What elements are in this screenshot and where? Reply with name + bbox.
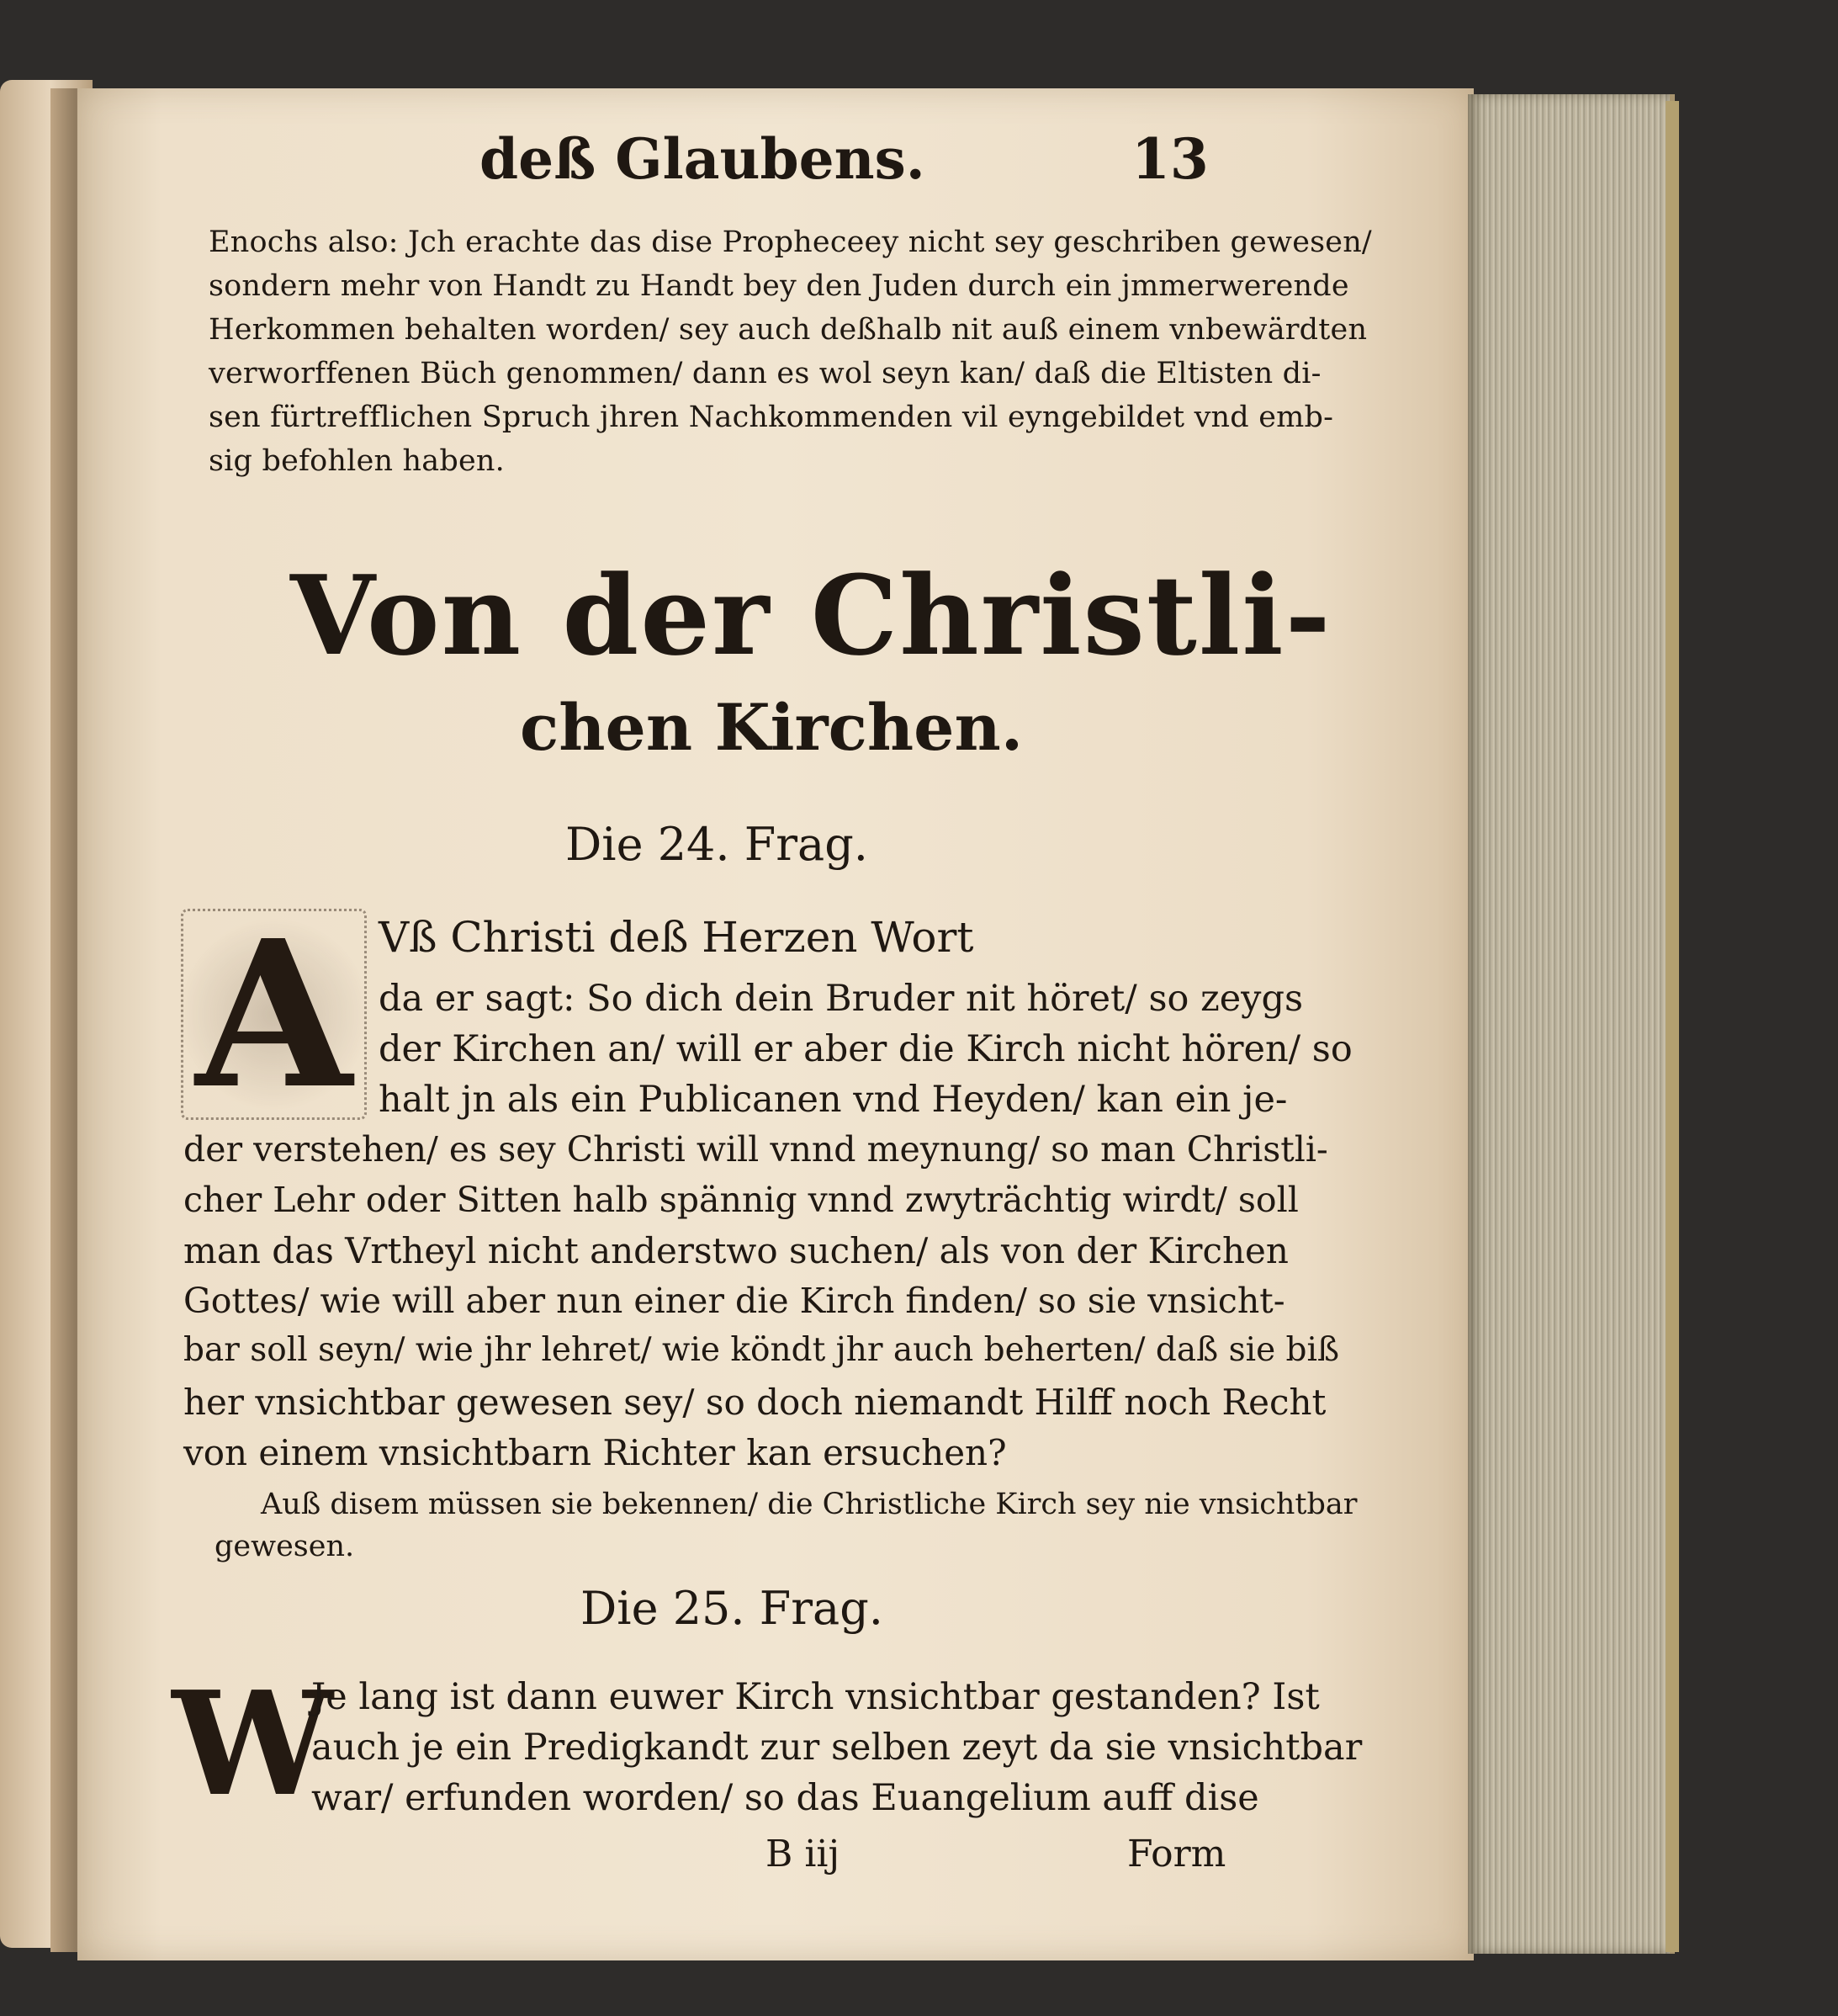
page-edges — [1468, 94, 1675, 1954]
question-24-heading: Die 24. Frag. — [565, 818, 868, 871]
intro-line: verworffenen Büch genommen/ dann es wol seyn kan/ daß die Eltisten di- — [209, 357, 1322, 390]
question-25-line: Je lang ist dann euwer Kirch vnsichtbar gestanden? Ist — [311, 1676, 1320, 1718]
question-24-line: Vß Christi deß Herzen Wort — [379, 913, 974, 962]
initial-w: W — [172, 1659, 333, 1828]
signature-mark: B iij — [765, 1833, 840, 1875]
question-25-heading: Die 25. Frag. — [580, 1582, 883, 1635]
question-24-line: her vnsichtbar gewesen sey/ so doch niemandt Hilff noch Recht — [183, 1382, 1327, 1423]
question-24-line: man das Vrtheyl nicht anderstwo suchen/ als von der Kirchen — [183, 1230, 1289, 1271]
intro-line: sig befohlen haben. — [209, 444, 505, 478]
question-24-note: Auß disem müssen sie bekennen/ die Christliche Kirch sey nie vnsichtbar — [261, 1488, 1358, 1521]
question-24-line: halt jn als ein Publicanen vnd Heyden/ kan ein je- — [379, 1079, 1288, 1121]
section-title-line1: Von der Christli- — [290, 551, 1332, 680]
intro-line: Herkommen behalten worden/ sey auch deßhalb nit auß einem vnbewärdten — [209, 313, 1368, 347]
decorated-initial-a: A — [181, 909, 367, 1120]
question-24-line: da er sagt: So dich dein Bruder nit höret/ so zeygs — [379, 978, 1304, 1020]
question-24-note: gewesen. — [215, 1530, 355, 1563]
question-24-line: von einem vnsichtbarn Richter kan ersuchen? — [183, 1432, 1007, 1473]
question-24-line: der verstehen/ es sey Christi will vnnd meynung/ so man Christli- — [183, 1129, 1328, 1170]
intro-line: sondern mehr von Handt zu Handt bey den Juden durch ein jmmerwerende — [209, 269, 1349, 303]
page-number: 13 — [1131, 126, 1209, 192]
question-24-line: bar soll seyn/ wie jhr lehret/ wie köndt jhr auch beherten/ daß sie biß — [183, 1331, 1340, 1369]
question-24-line: der Kirchen an/ will er aber die Kirch nicht hören/ so — [379, 1028, 1353, 1070]
book-cover-board — [1666, 101, 1679, 1952]
intro-line: Enochs also: Jch erachte das dise Propheceey nicht sey geschriben gewesen/ — [209, 225, 1372, 259]
running-head: deß Glaubens. — [479, 126, 925, 192]
question-25-line: auch je ein Predigkandt zur selben zeyt da sie vnsichtbar — [311, 1727, 1363, 1769]
question-24-line: cher Lehr oder Sitten halb spännig vnnd zwyträchtig wirdt/ soll — [183, 1180, 1299, 1220]
section-title-line2: chen Kirchen. — [520, 690, 1024, 765]
intro-line: sen fürtrefflichen Spruch jhren Nachkommenden vil eyngebildet vnd emb- — [209, 401, 1334, 434]
catchword: Form — [1127, 1833, 1226, 1875]
question-24-line: Gottes/ wie will aber nun einer die Kirch finden/ so sie vnsicht- — [183, 1281, 1285, 1321]
question-25-line: war/ erfunden worden/ so das Euangelium auff dise — [311, 1777, 1259, 1819]
